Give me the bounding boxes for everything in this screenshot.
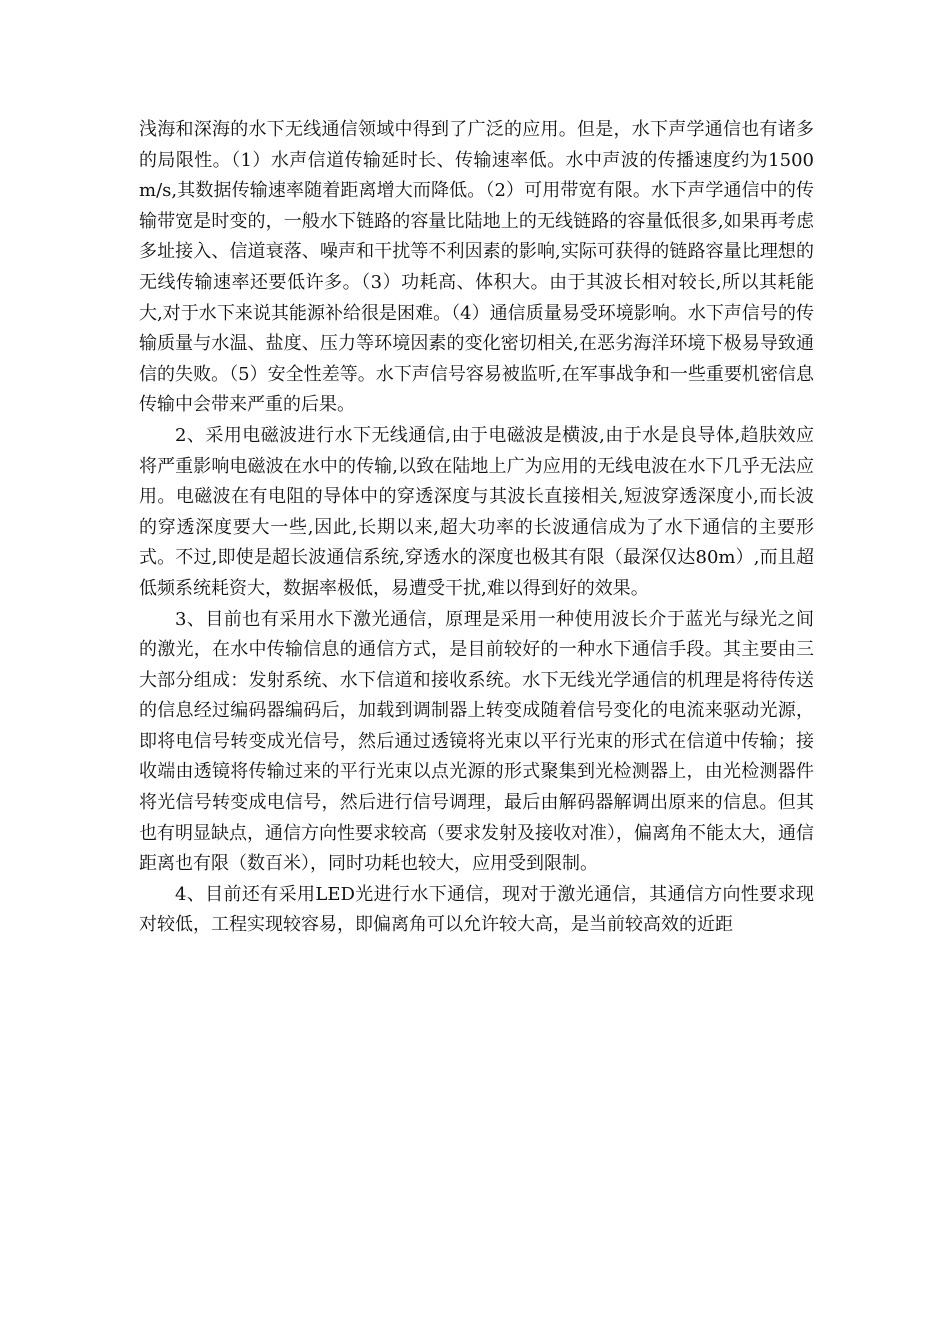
paragraph-acoustic-limitations: 浅海和深海的水下无线通信领域中得到了广泛的应用。但是，水下声学通信也有诸多的局限性。（1）水声信道传输延时长、传输速率低。水中声波的传播速度约为1500m/s,其数据传输速率随着距离增大而降低。（2）可用带宽有限。水下声学通信中的传输带宽是时变的，一般水下链路的容量比陆地上的无线链路的容量低很多,如果再考虑多址接入、信道衰落、噪声和干扰等不利因素的影响,实际可获得的链路容量比理想的无线传输速率还要低许多。（3）功耗高、体积大。由于其波长相对较长,所以其耗能大,对于水下来说其能源补给很是困难。（4）通信质量易受环境影响。水下声信号的传输质量与水温、盐度、压力等环境因素的变化密切相关,在恶劣海洋环境下极易导致通信的失败。（5）安全性差等。水下声信号容易被监听,在军事战争和一些重要机密信息传输中会带来严重的后果。 [139,119,814,416]
paragraph-led: 4、目前还有采用LED光进行水下通信，现对于激光通信，其通信方向性要求现对较低，工程实现较容易，即偏离角可以允许较大高，是当前较高效的近距 [139,883,814,936]
document-body [139,115,814,941]
paragraph-electromagnetic: 2、采用电磁波进行水下无线通信,由于电磁波是横波,由于水是良导体,趋肤效应将严重影响电磁波在水中的传输,以致在陆地上广为应用的无线电波在水下几乎无法应用。电磁波在有电阻的导体中的穿透深度与其波长直接相关,短波穿透深度小,而长波的穿透深度要大一些,因此,长期以来,超大功率的长波通信成为了水下通信的主要形式。不过,即使是超长波通信系统,穿透水的深度也极其有限（最深仅达80m）,而且超低频系统耗资大，数据率极低，易遭受干扰,难以得到好的效果。 [139,424,814,599]
paragraph-laser: 3、目前也有采用水下激光通信，原理是采用一种使用波长介于蓝光与绿光之间的激光，在水中传输信息的通信方式，是目前较好的一种水下通信手段。其主要由三大部分组成：发射系统、水下信道和接收系统。水下无线光学通信的机理是将待传送的信息经过编码器编码后，加载到调制器上转变成随着信号变化的电流来驱动光源，即将电信号转变成光信号，然后通过透镜将光束以平行光束的形式在信道中传输；接收端由透镜将传输过来的平行光束以点光源的形式聚集到光检测器上，由光检测器件将光信号转变成电信号，然后进行信号调理，最后由解码器解调出原来的信息。但其也有明显缺点，通信方向性要求较高（要求发射及接收对准），偏离角不能太大，通信距离也有限（数百米），同时功耗也较大，应用受到限制。 [139,608,814,875]
